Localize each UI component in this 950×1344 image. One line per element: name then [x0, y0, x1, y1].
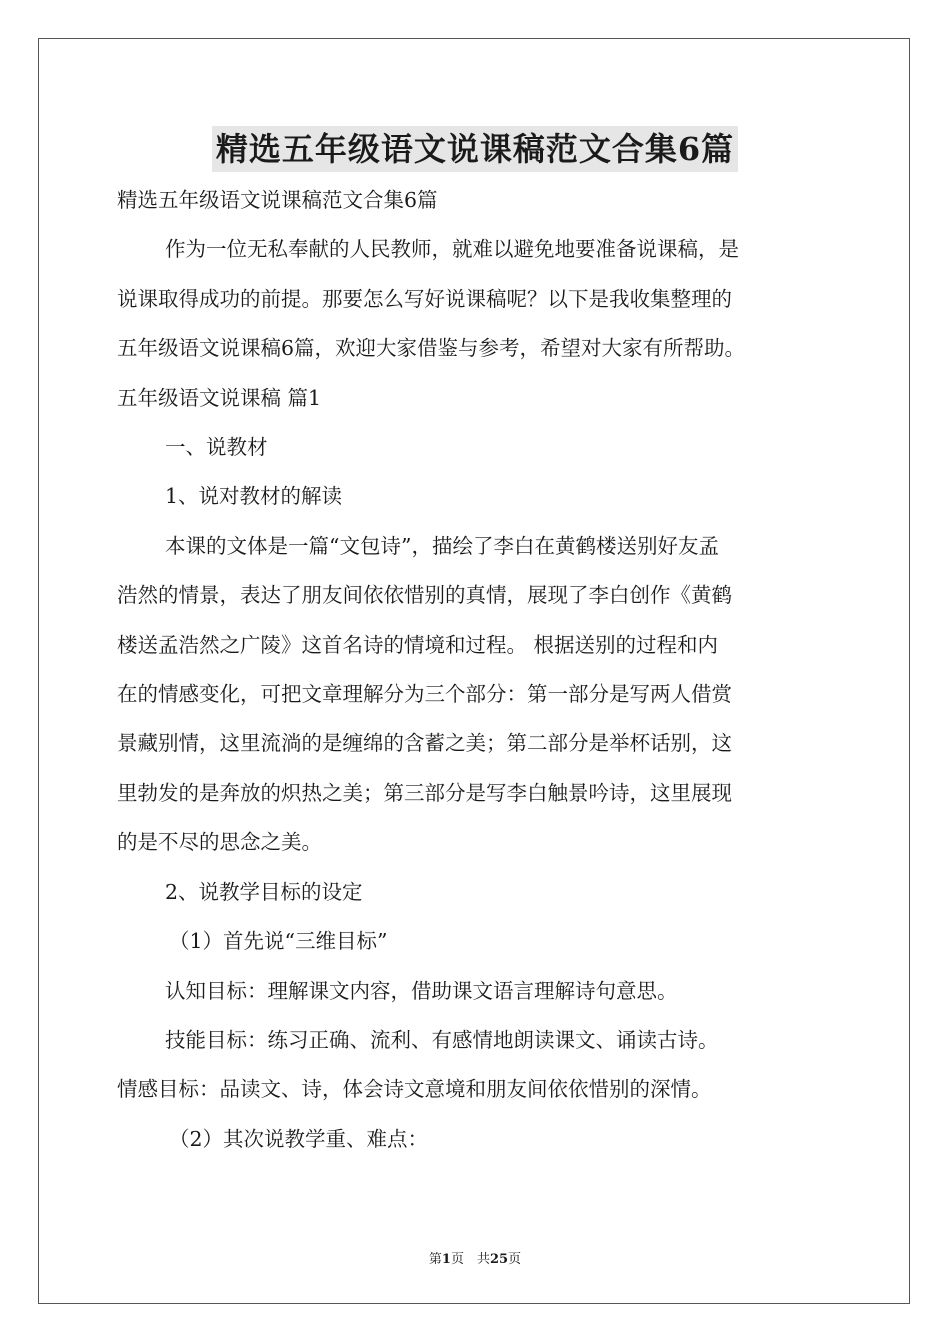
page-footer: [0, 1248, 950, 1267]
page-prefix: 第: [428, 1252, 442, 1267]
page-total: 25: [489, 1252, 509, 1267]
paragraph-line: 浩然的情景，表达了朋友间依依惜别的真情，展现了李白创作《黄鹤: [117, 583, 732, 608]
section-heading: 五年级语文说课稿 篇1: [117, 385, 322, 410]
paragraph-line: 认知目标：理解课文内容，借助课文语言理解诗句意思。: [165, 978, 678, 1003]
paragraph-line: 五年级语文说课稿6篇，欢迎大家借鉴与参考，希望对大家有所帮助。: [117, 336, 746, 361]
paragraph-line: 作为一位无私奉献的人民教师，就难以避免地要准备说课稿，是: [165, 237, 739, 262]
paragraph-line: 在的情感变化，可把文章理解分为三个部分：第一部分是写两人借赏: [117, 682, 732, 707]
page-suffix: 页: [508, 1252, 522, 1267]
paragraph-line: 的是不尽的思念之美。: [117, 830, 322, 855]
page-mid: 页 共: [450, 1252, 490, 1267]
page-current: 1: [441, 1252, 451, 1267]
paragraph-line: 说课取得成功的前提。那要怎么写好说课稿呢？以下是我收集整理的: [117, 286, 732, 311]
paragraph-line: 情感目标：品读文、诗，体会诗文意境和朋友间依依惜别的深情。: [117, 1077, 712, 1102]
subtitle-line: 精选五年级语文说课稿范文合集6篇: [117, 188, 438, 212]
section-heading: 一、说教材: [165, 435, 268, 460]
paragraph-line: 楼送孟浩然之广陵》这首名诗的情境和过程。 根据送别的过程和内: [117, 632, 719, 657]
subsection-heading: （1）首先说“三维目标”: [169, 929, 388, 954]
document-title: 精选五年级语文说课稿范文合集6篇: [212, 126, 738, 172]
subsection-heading: 1、说对教材的解读: [165, 484, 343, 509]
subsection-heading: 2、说教学目标的设定: [165, 879, 363, 904]
document-body: [117, 176, 852, 1164]
paragraph-line: 本课的文体是一篇“文包诗”，描绘了李白在黄鹤楼送别好友孟: [165, 533, 719, 558]
paragraph-line: 里勃发的是奔放的炽热之美；第三部分是写李白触景吟诗，这里展现: [117, 780, 732, 805]
paragraph-line: 技能目标：练习正确、流利、有感情地朗读课文、诵读古诗。: [165, 1027, 719, 1052]
title-wrap: [0, 126, 950, 172]
subsection-heading: （2）其次说教学重、难点：: [169, 1126, 429, 1151]
paragraph-line: 景藏别情，这里流淌的是缠绵的含蓄之美；第二部分是举杯话别，这: [117, 731, 732, 756]
